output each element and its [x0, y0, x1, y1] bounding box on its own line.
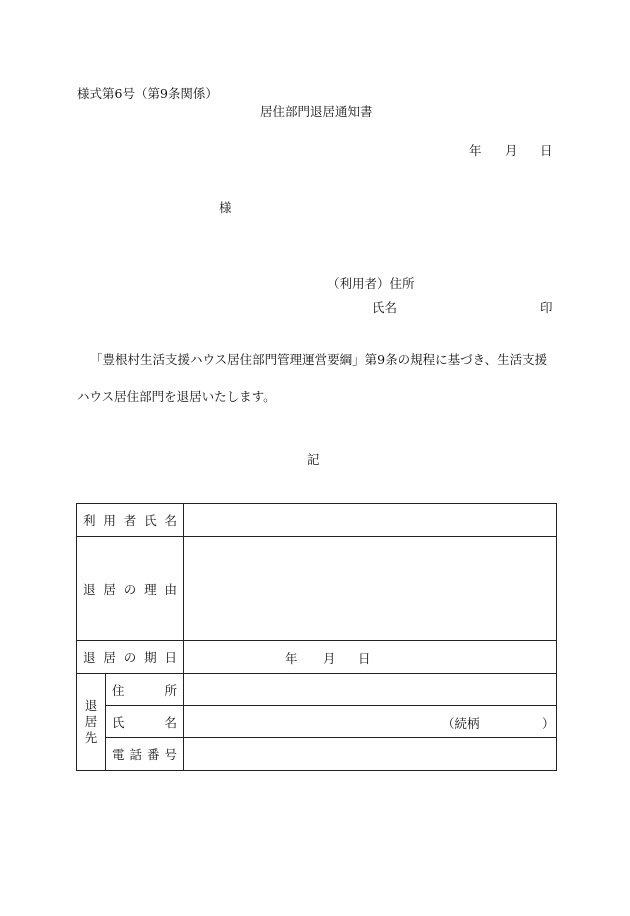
row-user-name: [77, 504, 557, 537]
move-out-date-label: 退居の期日: [77, 641, 184, 674]
row-dest-name: [77, 706, 557, 738]
row-dest-phone: [77, 738, 557, 771]
applicant-address-label: （利用者）住所: [327, 276, 415, 291]
destination-char-2: 居: [84, 714, 98, 729]
destination-char-1: 退: [84, 698, 98, 713]
relationship-open: （続柄: [442, 715, 480, 731]
document-title: 居住部門退居通知書: [260, 104, 373, 119]
date-day-label: 日: [540, 143, 553, 158]
ki-heading: 記: [307, 452, 320, 467]
form-number: 様式第6号（第9条関係）: [77, 86, 218, 101]
relationship-close: ）: [542, 715, 555, 731]
reason-field[interactable]: [184, 537, 557, 641]
dest-name-field[interactable]: [184, 706, 557, 738]
destination-label: [77, 674, 106, 771]
dest-phone-field[interactable]: [184, 738, 557, 771]
reason-label: 退居の理由: [77, 537, 184, 641]
dest-address-label: 住所: [106, 674, 184, 706]
dest-address-field[interactable]: [184, 674, 557, 706]
applicant-name-label: 氏名: [372, 300, 398, 315]
move-out-month-label: 月: [323, 651, 336, 666]
addressee-suffix: 様: [219, 200, 232, 215]
seal-mark: 印: [540, 300, 553, 315]
notice-form-table: [76, 503, 557, 771]
dest-phone-label: 電話番号: [106, 738, 184, 771]
dest-name-label: 氏名: [106, 706, 184, 738]
row-reason: [77, 537, 557, 641]
body-text: 「豊根村生活支援ハウス居住部門管理運営要綱」第9条の規程に基づき、生活支援ハウス居住部門を退居いたします。: [77, 352, 548, 404]
body-paragraph: [77, 341, 555, 415]
date-year-label: 年: [469, 143, 482, 158]
destination-char-3: 先: [84, 730, 98, 745]
move-out-year-label: 年: [285, 651, 298, 666]
date-month-label: 月: [505, 143, 518, 158]
row-dest-address: [77, 674, 557, 706]
user-name-label: 利用者氏名: [77, 504, 184, 537]
user-name-field[interactable]: [184, 504, 557, 537]
move-out-day-label: 日: [358, 651, 371, 666]
move-out-date-field[interactable]: [184, 641, 557, 674]
row-move-out-date: [77, 641, 557, 674]
